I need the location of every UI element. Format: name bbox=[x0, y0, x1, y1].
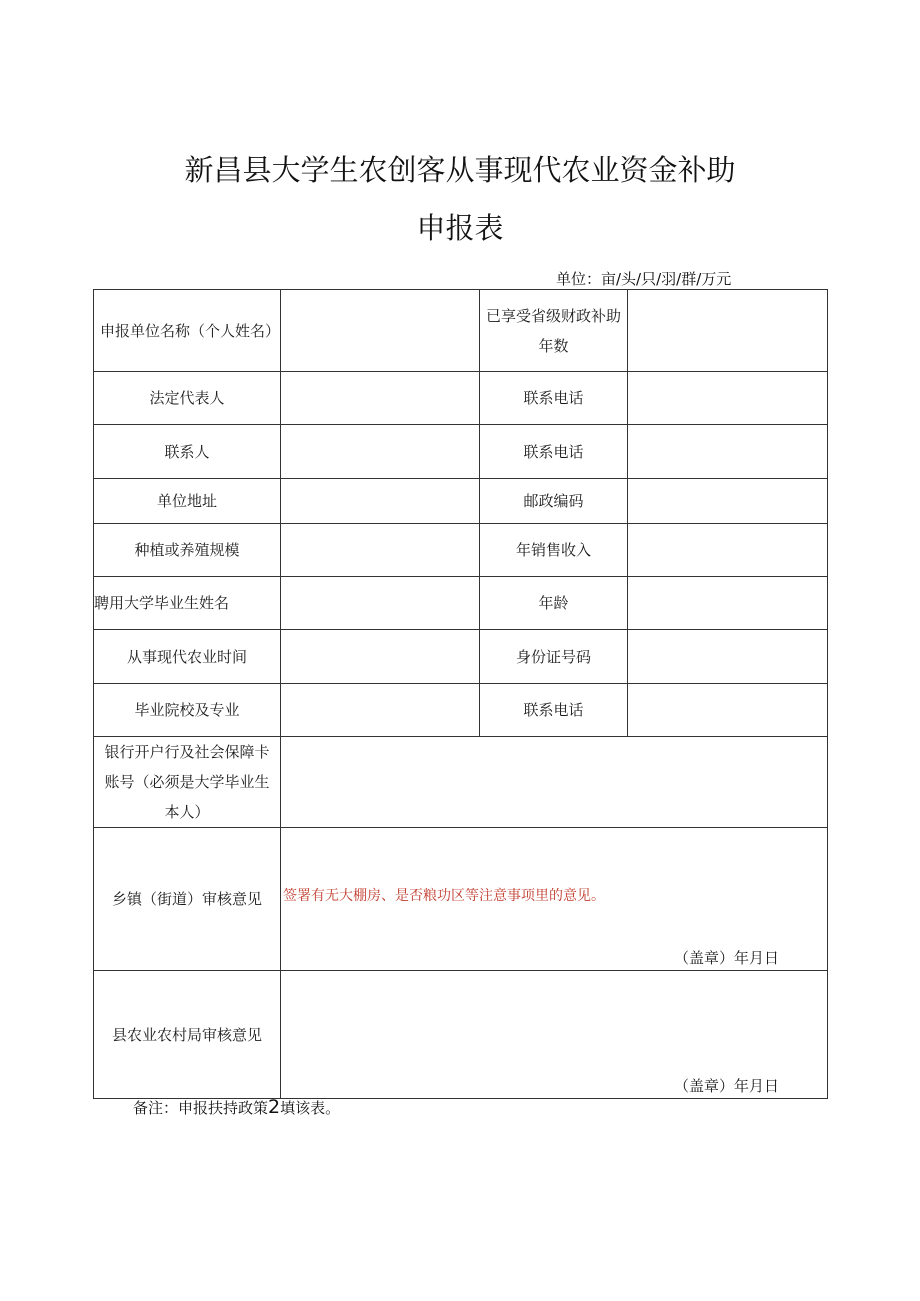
input-annual-sales[interactable] bbox=[628, 524, 828, 577]
label-town-review: 乡镇（街道）审核意见 bbox=[94, 828, 281, 971]
form-row bbox=[94, 971, 828, 1099]
input-contact[interactable] bbox=[281, 425, 480, 479]
application-form-table bbox=[93, 289, 828, 1099]
form-row bbox=[94, 290, 828, 372]
unit-label: 单位：亩/头/只/羽/群/万元 bbox=[556, 270, 732, 288]
input-bank-account[interactable] bbox=[281, 737, 828, 828]
input-county-review[interactable] bbox=[281, 971, 828, 1099]
label-legal-rep: 法定代表人 bbox=[94, 372, 281, 425]
label-graduate-name: 聘用大学毕业生姓名 bbox=[94, 577, 281, 630]
footnote-prefix: 备注：申报扶持政策 bbox=[133, 1099, 269, 1117]
input-id-number[interactable] bbox=[628, 630, 828, 684]
form-row bbox=[94, 630, 828, 684]
form-row bbox=[94, 577, 828, 630]
label-school-major: 毕业院校及专业 bbox=[94, 684, 281, 737]
label-phone-1: 联系电话 bbox=[480, 372, 628, 425]
input-phone-2[interactable] bbox=[628, 425, 828, 479]
form-row bbox=[94, 684, 828, 737]
town-review-stamp: （盖章）年月日 bbox=[673, 949, 779, 967]
input-postcode[interactable] bbox=[628, 479, 828, 524]
label-annual-sales: 年销售收入 bbox=[480, 524, 628, 577]
input-town-review[interactable] bbox=[281, 828, 828, 971]
label-address: 单位地址 bbox=[94, 479, 281, 524]
label-applicant-name: 申报单位名称（个人姓名） bbox=[94, 290, 281, 372]
input-address[interactable] bbox=[281, 479, 480, 524]
input-subsidy-years[interactable] bbox=[628, 290, 828, 372]
input-work-time[interactable] bbox=[281, 630, 480, 684]
input-age[interactable] bbox=[628, 577, 828, 630]
form-row bbox=[94, 828, 828, 971]
form-row bbox=[94, 524, 828, 577]
label-scale: 种植或养殖规模 bbox=[94, 524, 281, 577]
label-contact: 联系人 bbox=[94, 425, 281, 479]
label-bank-account: 银行开户行及社会保障卡账号（必须是大学毕业生本人） bbox=[94, 737, 281, 828]
label-age: 年龄 bbox=[480, 577, 628, 630]
label-id-number: 身份证号码 bbox=[480, 630, 628, 684]
town-review-hint: 签署有无大棚房、是否粮功区等注意事项里的意见。 bbox=[283, 888, 605, 904]
label-postcode: 邮政编码 bbox=[480, 479, 628, 524]
input-phone-3[interactable] bbox=[628, 684, 828, 737]
input-graduate-name[interactable] bbox=[281, 577, 480, 630]
form-row bbox=[94, 479, 828, 524]
label-work-time: 从事现代农业时间 bbox=[94, 630, 281, 684]
form-row bbox=[94, 737, 828, 828]
label-subsidy-years: 已享受省级财政补助年数 bbox=[480, 290, 628, 372]
form-row bbox=[94, 425, 828, 479]
input-applicant-name[interactable] bbox=[281, 290, 480, 372]
footnote-suffix: 填该表。 bbox=[280, 1099, 341, 1117]
label-phone-3: 联系电话 bbox=[480, 684, 628, 737]
input-school-major[interactable] bbox=[281, 684, 480, 737]
footnote bbox=[133, 1096, 340, 1118]
input-legal-rep[interactable] bbox=[281, 372, 480, 425]
label-phone-2: 联系电话 bbox=[480, 425, 628, 479]
form-title-line2: 申报表 bbox=[416, 211, 504, 245]
form-row bbox=[94, 372, 828, 425]
input-phone-1[interactable] bbox=[628, 372, 828, 425]
footnote-policy-number: 2 bbox=[268, 1096, 281, 1118]
form-title-line1: 新昌县大学生农创客从事现代农业资金补助 bbox=[184, 153, 736, 187]
input-scale[interactable] bbox=[281, 524, 480, 577]
label-county-review: 县农业农村局审核意见 bbox=[94, 971, 281, 1099]
county-review-stamp: （盖章）年月日 bbox=[673, 1077, 779, 1095]
